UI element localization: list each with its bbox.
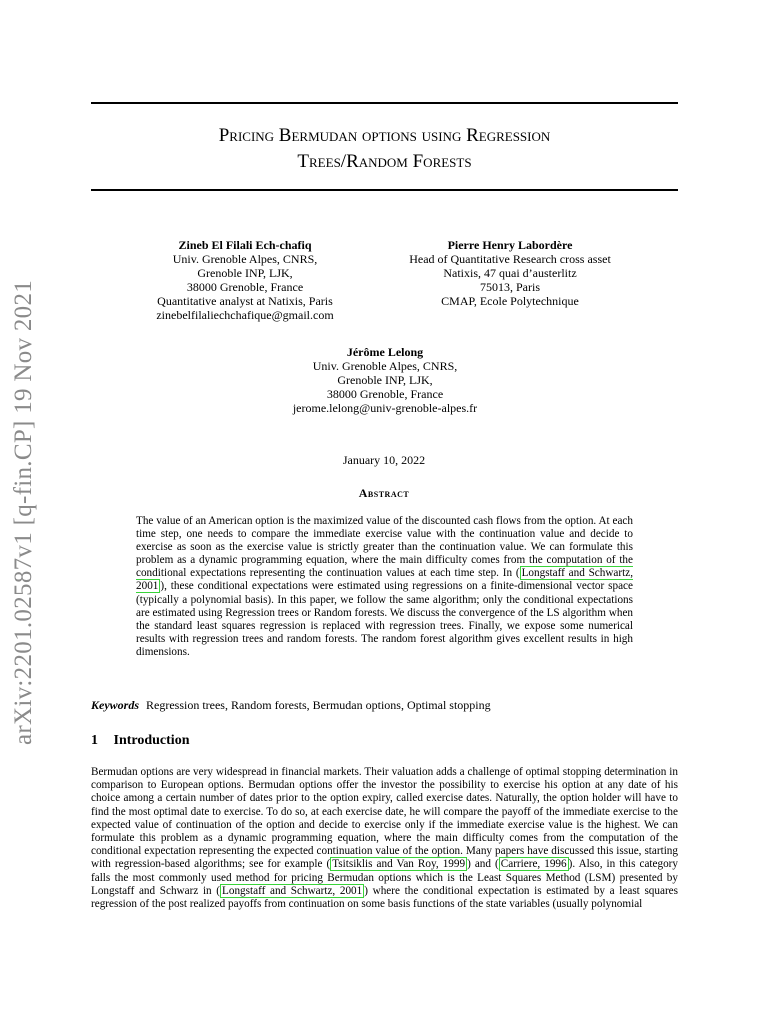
title-rule-bottom [91, 189, 678, 191]
author-affiliation: Grenoble INP, LJK, [337, 373, 433, 387]
keywords-value: Regression trees, Random forests, Bermudan options, Optimal stopping [146, 698, 491, 712]
citation-link[interactable]: Longstaff and Schwartz, 2001 [222, 884, 363, 897]
author-affiliation: Head of Quantitative Research cross asset [409, 252, 611, 266]
citation-link[interactable]: Longstaff and Schwartz, 2001 [136, 567, 633, 593]
title-line-2: Trees/Random Forests [297, 151, 472, 172]
abstract-heading: Abstract [358, 486, 410, 500]
intro-text: Bermudan options are very widespread in financial markets. Their valuation adds a challenge of optimal stopping determination in comparison to European options. Bermudan options offer the investor the possibility to exercise his option at any date of his choice among a certain number of dates prior to the option expiry, called exercise dates. Naturally, the option holder will have to find the most optimal date to exercise. To do so, at each exercise date, he will compare the payoff of the immediate exercise to the expected value of continuation of the option and decide to exercise only if the immediate exercise value is the highest. We can formulate this problem as a dynamic programming equation, where the main difficulty comes from the computation of the conditional expectation representing the expected continuation value of the option. Many papers have discussed this issue, starting with regression-based algorithms; see for example ( [91, 766, 678, 871]
keywords-label: Keywords [91, 698, 139, 712]
title-line-1: Pricing Bermudan options using Regression [218, 125, 551, 146]
author-email: jerome.lelong@univ-grenoble-alpes.fr [292, 401, 478, 415]
author-affiliation: 75013, Paris [480, 280, 540, 294]
author-affiliation: Grenoble INP, LJK, [197, 266, 293, 280]
intro-text: ). Also, in this category falls the most commonly used method for pricing Bermudan options which is the Least Squares Method (LSM) presented by Longstaff and Schwarz in ( [91, 858, 678, 897]
abstract-body [136, 515, 633, 659]
author-affiliation: Natixis, 47 quai d’austerlitz [443, 266, 577, 280]
keywords-line [91, 698, 678, 713]
author-affiliation: CMAP, Ecole Polytechnique [441, 294, 579, 308]
author-affiliation: Univ. Grenoble Alpes, CNRS, [312, 359, 458, 373]
author-affiliation: 38000 Grenoble, France [326, 387, 444, 401]
intro-text: ) where the conditional expectation is estimated by a least squares regression of the post realized payoffs from continuation on some basis functions of the state variables (usually polynomial [91, 884, 678, 911]
section-title: Introduction [113, 733, 190, 748]
author-affiliation: Quantitative analyst at Natixis, Paris [157, 294, 333, 308]
citation-link[interactable]: Carriere, 1996 [500, 858, 567, 871]
abstract-text: The value of an American option is the maximized value of the discounted cash flows from the option. At each time step, one needs to compare the immediate exercise value with the continuation value and decide to exercise as soon as the exercise value is strictly greater than the continuation value. We can formulate this problem as a dynamic programming equation, where the main difficulty comes from the computation of the conditional expectations representing the continuation values at each time step. In ( [136, 515, 633, 580]
author-affiliation: 38000 Grenoble, France [186, 280, 304, 294]
section-number: 1 [91, 733, 98, 748]
intro-paragraph [91, 766, 678, 911]
author-block-2 [395, 238, 625, 308]
author-block-1 [140, 238, 350, 322]
section-heading [91, 733, 189, 749]
author-name: Pierre Henry Labordère [447, 238, 573, 252]
intro-text: ) and ( [467, 858, 499, 871]
author-email: zinebelfilaliechchafique@gmail.com [156, 308, 334, 322]
arxiv-stamp [0, 0, 37, 745]
paper-title [91, 123, 678, 175]
author-name: Jérôme Lelong [346, 345, 424, 359]
abstract-text: ), these conditional expectations were estimated using regressions on a finite-dimensional vector space (typically a polynomial basis). In this paper, we follow the same algorithm; only the conditional expectations are estimated using Regression trees or Random forests. We discuss the convergence of the LS algorithm when the standard least squares regression is replaced with regression trees. Finally, we expose some numerical results with regression trees and random forests. The random forest algorithm gives excellent results in high dimensions. [136, 580, 633, 658]
author-affiliation: Univ. Grenoble Alpes, CNRS, [172, 252, 318, 266]
author-name: Zineb El Filali Ech-chafiq [178, 238, 312, 252]
arxiv-identifier[interactable]: arXiv:2201.02587v1 [q-fin.CP] 19 Nov 2021 [10, 279, 37, 745]
citation-link[interactable]: Tsitsiklis and Van Roy, 1999 [332, 858, 466, 871]
paper-date: January 10, 2022 [342, 453, 426, 467]
title-rule-top [91, 102, 678, 104]
author-block-3 [280, 345, 490, 415]
